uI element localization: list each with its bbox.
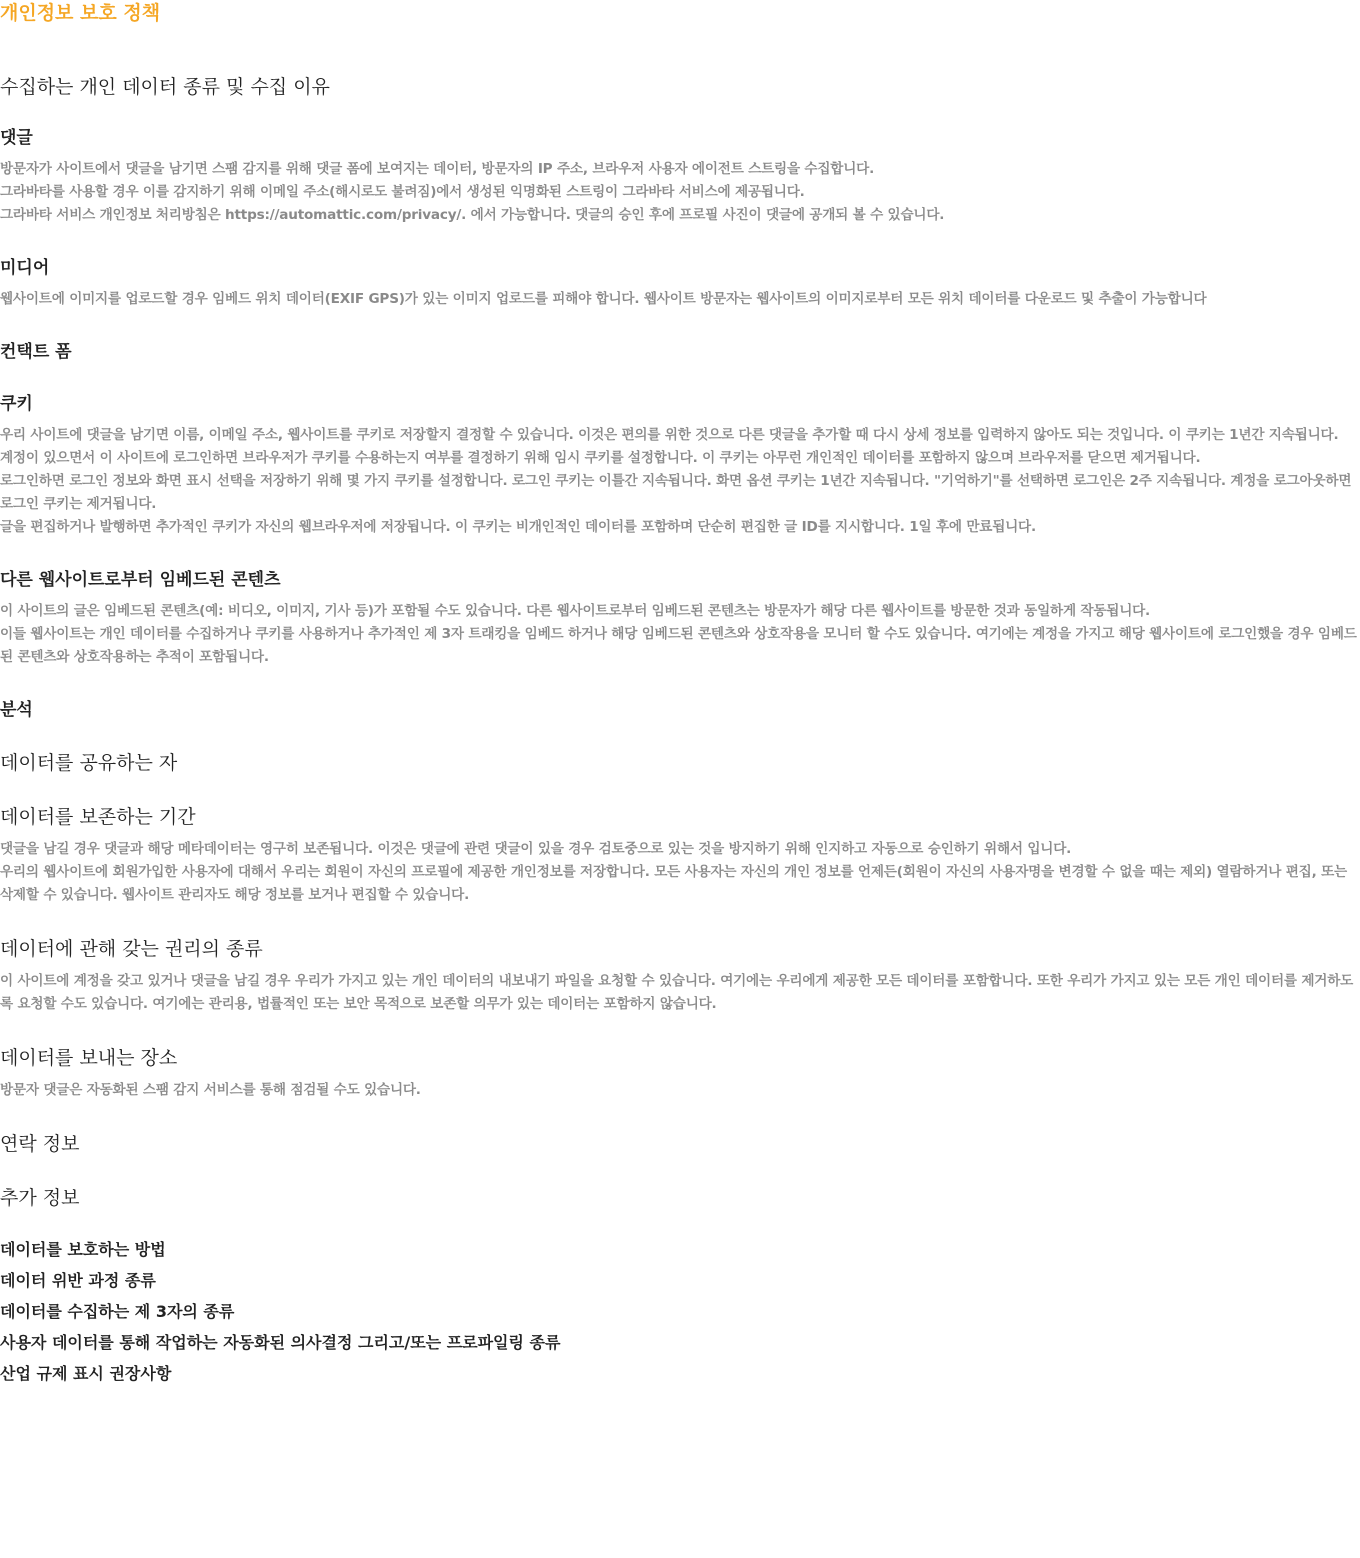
- cookies-paragraph: 글을 편집하거나 발행하면 추가적인 쿠키가 자신의 웹브라우저에 저장됩니다. 이 쿠키는 비개인적인 데이터를 포함하며 단순히 편집한 글 ID를 지시합니다. 1일 후에 만료됩니다.: [0, 519, 1036, 535]
- embedded-body: [0, 591, 1358, 669]
- comments-body: [0, 149, 1358, 227]
- section-heading-embedded: 다른 웹사이트로부터 임베드된 콘텐츠: [0, 570, 281, 590]
- list-item: 데이터를 수집하는 제 3자의 종류: [0, 1302, 235, 1321]
- cookies-paragraph: 우리 사이트에 댓글을 남기면 이름, 이메일 주소, 웹사이트를 쿠키로 저장할지 결정할 수 있습니다. 이것은 편의를 위한 것으로 다른 댓글을 추가할 때 다시 상세 정보를 입력하지 않아도 되는 것입니다. 이 쿠키는 1년간 지속됩니다.: [0, 427, 1339, 443]
- list-item: 산업 규제 표시 권장사항: [0, 1364, 172, 1383]
- list-item: 사용자 데이터를 통해 작업하는 자동화된 의사결정 그리고/또는 프로파일링 종류: [0, 1333, 561, 1352]
- list-item: 데이터를 보호하는 방법: [0, 1240, 166, 1259]
- embedded-paragraph: 이들 웹사이트는 개인 데이터를 수집하거나 쿠키를 사용하거나 추가적인 제 3자 트래킹을 임베드 하거나 해당 임베드된 콘텐츠와 상호작용을 모니터 할 수도 있습니다. 여기에는 계정을 가지고 해당 웹사이트에 로그인했을 경우 임베드된 콘텐츠와 상호작용하는 추적이 포함됩니다.: [0, 626, 1357, 665]
- retention-paragraph: 우리의 웹사이트에 회원가입한 사용자에 대해서 우리는 회원이 자신의 프로필에 제공한 개인정보를 저장합니다. 모든 사용자는 자신의 개인 정보를 언제든(회원이 자신의 사용자명을 변경할 수 없을 때는 제외) 열람하거나 편집, 또는 삭제할 수 있습니다. 웹사이트 관리자도 해당 정보를 보거나 편집할 수 있습니다.: [0, 864, 1347, 903]
- comments-paragraph: 그라바타를 사용할 경우 이를 감지하기 위해 이메일 주소(해시로도 불려짐)에서 생성된 익명화된 스트링이 그라바타 서비스에 제공됩니다.: [0, 184, 805, 200]
- section-heading-rights: 데이터에 관해 갖는 권리의 종류: [0, 938, 263, 960]
- section-heading-sharing: 데이터를 공유하는 자: [0, 752, 178, 774]
- media-paragraph: 웹사이트에 이미지를 업로드할 경우 임베드 위치 데이터(EXIF GPS)가 있는 이미지 업로드를 피해야 합니다. 웹사이트 방문자는 웹사이트의 이미지로부터 모든 위치 데이터를 다운로드 및 추출이 가능합니다: [0, 291, 1207, 307]
- media-body: [0, 279, 1358, 311]
- comments-paragraph: 그라바타 서비스 개인정보 처리방침은 https://automattic.com/privacy/. 에서 가능합니다. 댓글의 승인 후에 프로필 사진이 댓글에 공개되 볼 수 있습니다.: [0, 207, 945, 223]
- section-heading-retention: 데이터를 보존하는 기간: [0, 806, 196, 828]
- cookies-paragraph: 계정이 있으면서 이 사이트에 로그인하면 브라우저가 쿠키를 수용하는지 여부를 결정하기 위해 임시 쿠키를 설정합니다. 이 쿠키는 아무런 개인적인 데이터를 포함하지 않으며 브라우저를 닫으면 제거됩니다.: [0, 450, 1201, 466]
- section-heading-contact: 연락 정보: [0, 1133, 80, 1155]
- comments-paragraph: 방문자가 사이트에서 댓글을 남기면 스팸 감지를 위해 댓글 폼에 보여지는 데이터, 방문자의 IP 주소, 브라우저 사용자 에이전트 스트링을 수집합니다.: [0, 161, 875, 177]
- section-heading-media: 미디어: [0, 258, 50, 278]
- rights-paragraph: 이 사이트에 계정을 갖고 있거나 댓글을 남길 경우 우리가 가지고 있는 개인 데이터의 내보내기 파일을 요청할 수 있습니다. 여기에는 우리에게 제공한 모든 데이터를 포함합니다. 또한 우리가 가지고 있는 모든 개인 데이터를 제거하도록 요청할 수도 있습니다. 여기에는 관리용, 법률적인 또는 보안 목적으로 보존할 의무가 있는 데이터는 포함하지 않습니다.: [0, 973, 1354, 1012]
- section-heading-comments: 댓글: [0, 128, 33, 148]
- section-heading-sending: 데이터를 보내는 장소: [0, 1047, 178, 1069]
- retention-paragraph: 댓글을 남길 경우 댓글과 해당 메타데이터는 영구히 보존됩니다. 이것은 댓글에 관련 댓글이 있을 경우 검토중으로 있는 것을 방지하기 위해 인지하고 자동으로 승인하기 위해서 입니다.: [0, 841, 1072, 857]
- section-heading-additional: 추가 정보: [0, 1187, 80, 1209]
- list-item: 데이터 위반 과정 종류: [0, 1271, 156, 1290]
- additional-info-list: [0, 1234, 1358, 1389]
- section-heading-collected: 수집하는 개인 데이터 종류 및 수집 이유: [0, 76, 330, 98]
- sending-body: [0, 1070, 1358, 1102]
- section-heading-cookies: 쿠키: [0, 394, 33, 414]
- rights-body: [0, 961, 1358, 1016]
- embedded-paragraph: 이 사이트의 글은 임베드된 콘텐츠(예: 비디오, 이미지, 기사 등)가 포함될 수도 있습니다. 다른 웹사이트로부터 임베드된 콘텐츠는 방문자가 해당 다른 웹사이트를 방문한 것과 동일하게 작동됩니다.: [0, 603, 1151, 619]
- sending-paragraph: 방문자 댓글은 자동화된 스팸 감지 서비스를 통해 점검될 수도 있습니다.: [0, 1082, 421, 1098]
- section-heading-analytics: 분석: [0, 700, 33, 720]
- cookies-paragraph: 로그인하면 로그인 정보와 화면 표시 선택을 저장하기 위해 몇 가지 쿠키를 설정합니다. 로그인 쿠키는 이틀간 지속됩니다. 화면 옵션 쿠키는 1년간 지속됩니다. "기억하기"를 선택하면 로그인은 2주 지속됩니다. 계정을 로그아웃하면 로그인 쿠키는 제거됩니다.: [0, 473, 1352, 512]
- cookies-body: [0, 415, 1358, 539]
- retention-body: [0, 829, 1358, 907]
- section-heading-contact-form: 컨택트 폼: [0, 342, 72, 362]
- page-title: 개인정보 보호 정책: [0, 2, 161, 24]
